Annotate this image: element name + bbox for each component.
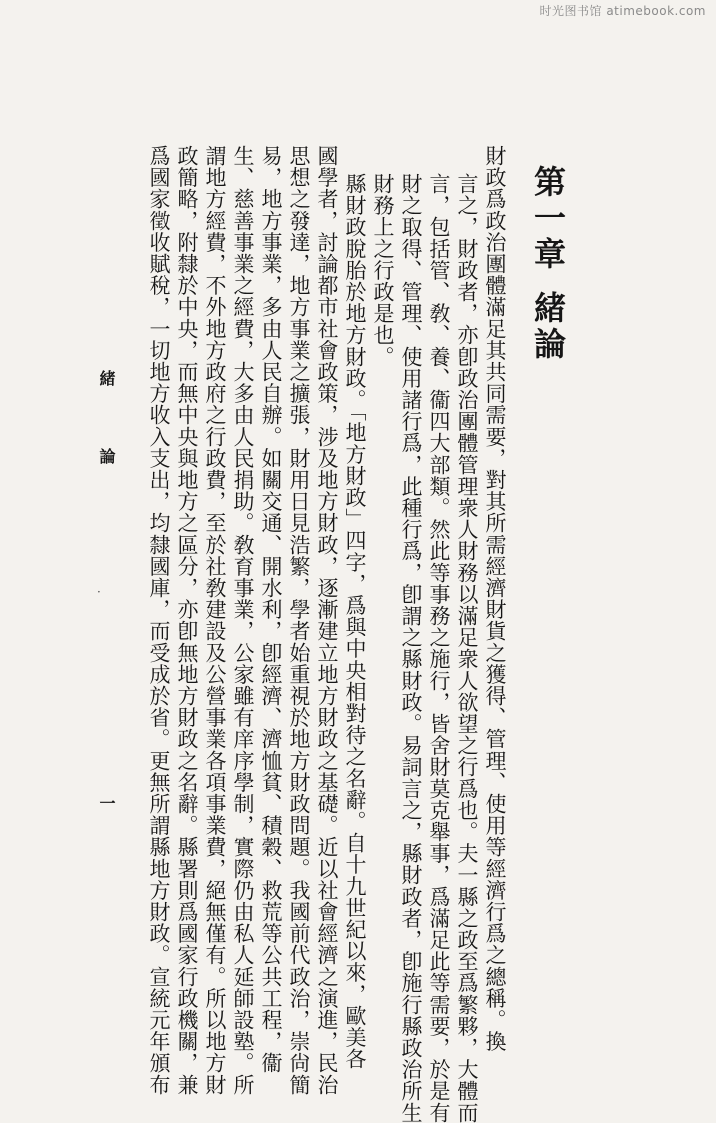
text-column: 生、慈善事業之經費，大多由人民捐助。敎育事業，公家雖有庠序學制，實際仍由私人延師設塾。所 bbox=[231, 145, 255, 1096]
text-column: 政簡略，附隸於中央，而無中央與地方之區分，亦卽無地方財政之名辭。縣署則爲國家行政機關，兼 bbox=[175, 145, 199, 1096]
text-column: 財之取得、管理、使用諸行爲，此種行爲，卽謂之縣財政。易詞言之，縣財政者，卽施行縣政治所生 bbox=[399, 173, 423, 1123]
text-column: 易，地方事業，多由人民自辦。如關交通、開水利，卽經濟、濟恤貧、積穀、救荒等公共工程，衞 bbox=[259, 145, 283, 1074]
book-page bbox=[97, 145, 570, 1123]
running-footer: 緒論 bbox=[97, 370, 116, 526]
text-column: 言之，財政者，亦卽政治團體管理衆人財務以滿足衆人欲望之行爲也。夫一縣之政至爲繁夥，大體而 bbox=[455, 173, 479, 1123]
text-column: 謂地方經費，不外地方政府之行政費，至於社敎建設及公營事業各項事業費，絕無僅有。所以地方財 bbox=[203, 145, 227, 1096]
page-number: 一 bbox=[97, 795, 116, 811]
text-column: 國學者，討論都市社會政策，涉及地方財政，逐漸建立地方財政之基礎。近以社會經濟之演進，民治 bbox=[315, 145, 339, 1096]
text-column: 縣財政脫胎於地方財政。「地方財政」四字，爲與中央相對待之名辭。自十九世紀以來，歐美各 bbox=[343, 173, 367, 1070]
margin-mark: · bbox=[97, 585, 101, 599]
chapter-title: 緒論 bbox=[529, 291, 567, 363]
text-column: 爲國家徵收賦稅，一切地方收入支出，均隸國庫，而受成於省。更無所謂縣地方財政。宣統元年頒布 bbox=[147, 145, 171, 1096]
watermark-text: 时光图书馆 atimebook.com bbox=[539, 4, 706, 18]
text-column: 言，包括管、敎、養、衞四大部類。然此等事務之施行，皆舍財莫克舉事，爲滿足此等需要，於是有 bbox=[427, 173, 451, 1123]
text-column: 財政爲政治團體滿足其共同需要，對其所需經濟財貨之獲得、管理、使用等經濟行爲之總稱。換 bbox=[483, 145, 507, 1053]
text-column: 財務上之行政是也。 bbox=[371, 173, 395, 368]
text-column: 思想之發達，地方事業之擴張，財用日見浩繁，學者始重視於地方財政問題。我國前代政治，崇尙簡 bbox=[287, 145, 311, 1096]
chapter-number: 第一章 bbox=[529, 165, 567, 273]
chapter-heading bbox=[525, 165, 571, 363]
